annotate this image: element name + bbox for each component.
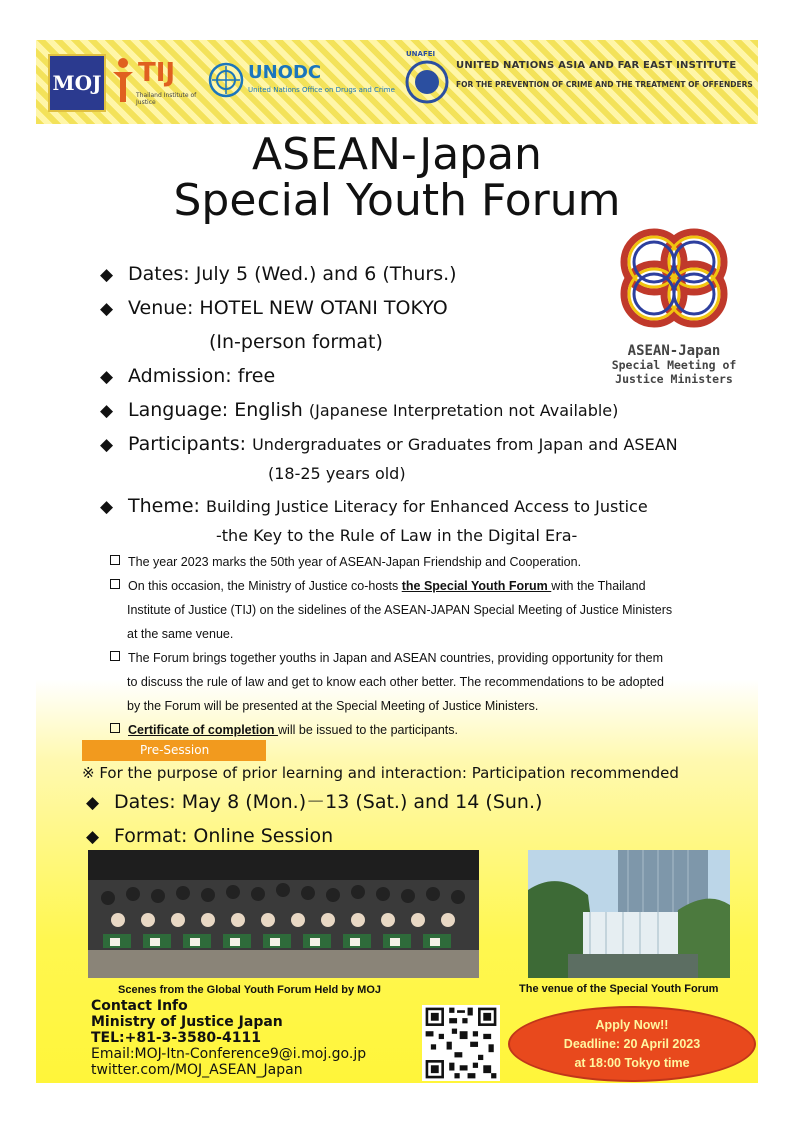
group-photo <box>88 850 479 978</box>
tij-logo-text: TIJ <box>138 58 176 88</box>
pre-session-label: Pre-Session <box>82 740 266 761</box>
unafei-badge: UNAFEI <box>406 50 436 58</box>
paragraph-3 <box>110 646 750 718</box>
qr-code-icon[interactable] <box>422 1005 500 1081</box>
contact-heading: Contact Info <box>91 998 188 1014</box>
detail-language-note: (Japanese Interpretation not Available) <box>308 401 619 420</box>
venue-photo-image <box>528 850 730 978</box>
paragraph-2-text-a: On this occasion, the Ministry of Justice co-hosts <box>128 579 402 593</box>
detail-theme-subtitle: -the Key to the Rule of Law in the Digital Era- <box>216 526 578 545</box>
unafei-name: UNITED NATIONS ASIA AND FAR EAST INSTITUTE <box>456 60 737 71</box>
title-line-1: ASEAN-Japan <box>252 129 542 180</box>
contact-twitter: twitter.com/MOJ_ASEAN_Japan <box>91 1062 303 1078</box>
unafei-subtitle: FOR THE PREVENTION OF CRIME AND THE TREATMENT OF OFFENDERS <box>456 80 753 89</box>
paragraph-3-text-a: The Forum brings together youths in Japan and ASEAN countries, providing opportunity for them <box>128 651 664 665</box>
paragraph-2-highlight: the Special Youth Forum <box>401 579 552 593</box>
detail-participants <box>100 432 678 457</box>
detail-theme <box>100 494 648 519</box>
detail-language <box>100 398 618 423</box>
pre-session-dates <box>86 790 542 815</box>
contact-info <box>91 998 366 1078</box>
paragraph-1 <box>110 550 750 574</box>
contact-phone: TEL:+81-3-3580-4111 <box>91 1030 261 1046</box>
contact-organization: Ministry of Justice Japan <box>91 1014 283 1030</box>
paragraph-4-text: will be issued to the participants. <box>278 723 458 737</box>
emblem-caption-line-1: ASEAN-Japan <box>627 343 721 359</box>
paragraph-2-text-d: Institute of Justice (TIJ) on the sidelines of the ASEAN-JAPAN Special Meeting of Justice Ministers <box>127 603 673 617</box>
paragraph-2-text-c: with the Thailand <box>551 579 646 593</box>
detail-admission <box>100 364 275 389</box>
detail-venue-text: Venue: HOTEL NEW OTANI TOKYO <box>128 297 448 319</box>
diamond-bullet-icon: ◆ <box>86 827 100 847</box>
apply-deadline: Deadline: 20 April 2023 <box>563 1036 701 1051</box>
checkbox-bullet-icon <box>110 555 120 565</box>
apply-deadline-time: at 18:00 Tokyo time <box>574 1055 690 1070</box>
tij-figure-icon <box>110 56 136 104</box>
diamond-bullet-icon: ◆ <box>100 435 114 455</box>
detail-theme-value: Building Justice Literacy for Enhanced Access to Justice <box>205 497 648 516</box>
apply-now-badge <box>508 1006 756 1082</box>
contact-email: Email:MOJ-Itn-Conference9@i.moj.go.jp <box>91 1046 367 1062</box>
detail-admission-text: Admission: free <box>128 365 276 387</box>
paragraph-4 <box>110 718 750 742</box>
title-line-2: Special Youth Forum <box>173 175 621 226</box>
page-title <box>36 129 758 226</box>
tij-logo <box>108 54 200 108</box>
detail-venue-note: (In-person format) <box>209 331 383 353</box>
knot-emblem-icon <box>604 222 744 334</box>
paragraph-2 <box>110 574 750 646</box>
emblem-caption <box>588 344 760 386</box>
unafei-logo <box>400 50 754 112</box>
detail-venue <box>100 296 448 321</box>
unodc-name: UNODC <box>248 62 322 83</box>
diamond-bullet-icon: ◆ <box>100 265 114 285</box>
diamond-bullet-icon: ◆ <box>86 793 100 813</box>
moj-logo: MOJ <box>48 54 106 112</box>
detail-dates <box>100 262 457 287</box>
detail-participants-label: Participants: <box>128 433 253 455</box>
pre-session-format <box>86 824 333 849</box>
un-emblem-icon <box>208 62 244 98</box>
diamond-bullet-icon: ◆ <box>100 367 114 387</box>
group-photo-image <box>88 850 479 978</box>
detail-dates-text: Dates: July 5 (Wed.) and 6 (Thurs.) <box>128 263 457 285</box>
venue-photo-caption: The venue of the Special Youth Forum <box>519 983 719 995</box>
paragraph-1-text: The year 2023 marks the 50th year of ASEAN-Japan Friendship and Cooperation. <box>128 555 582 569</box>
paragraph-3-text-b: to discuss the rule of law and get to know each other better. The recommendations to be adopted <box>127 675 664 689</box>
unodc-logo <box>206 58 396 104</box>
checkbox-bullet-icon <box>110 651 120 661</box>
venue-photo <box>528 850 730 978</box>
unafei-emblem-icon <box>402 52 452 108</box>
paragraph-4-highlight: Certificate of completion <box>128 723 279 737</box>
emblem-caption-line-2: Special Meeting of <box>611 358 737 372</box>
emblem-caption-line-3: Justice Ministers <box>615 372 733 386</box>
unodc-subtitle: United Nations Office on Drugs and Crime <box>248 86 395 94</box>
detail-language-label: Language: English <box>128 399 309 421</box>
diamond-bullet-icon: ◆ <box>100 497 114 517</box>
diamond-bullet-icon: ◆ <box>100 401 114 421</box>
logo-banner <box>36 40 758 124</box>
group-photo-caption: Scenes from the Global Youth Forum Held by MOJ <box>118 984 382 996</box>
diamond-bullet-icon: ◆ <box>100 299 114 319</box>
checkbox-bullet-icon <box>110 723 120 733</box>
detail-participants-age: (18-25 years old) <box>268 464 406 483</box>
pre-session-format-text: Format: Online Session <box>114 825 334 847</box>
checkbox-bullet-icon <box>110 579 120 589</box>
pre-session-note: ※ For the purpose of prior learning and interaction: Participation recommended <box>82 764 679 782</box>
paragraph-3-text-c: by the Forum will be presented at the Special Meeting of Justice Ministers. <box>127 699 539 713</box>
pre-session-dates-text: Dates: May 8 (Mon.)－13 (Sat.) and 14 (Sun.) <box>114 791 543 813</box>
detail-participants-value: Undergraduates or Graduates from Japan and ASEAN <box>252 435 678 454</box>
paragraph-2-text-e: at the same venue. <box>127 627 234 641</box>
tij-logo-subtitle: Thailand Institute of Justice <box>136 92 197 106</box>
apply-now-title: Apply Now!! <box>595 1017 669 1032</box>
detail-theme-label: Theme: <box>128 495 206 517</box>
